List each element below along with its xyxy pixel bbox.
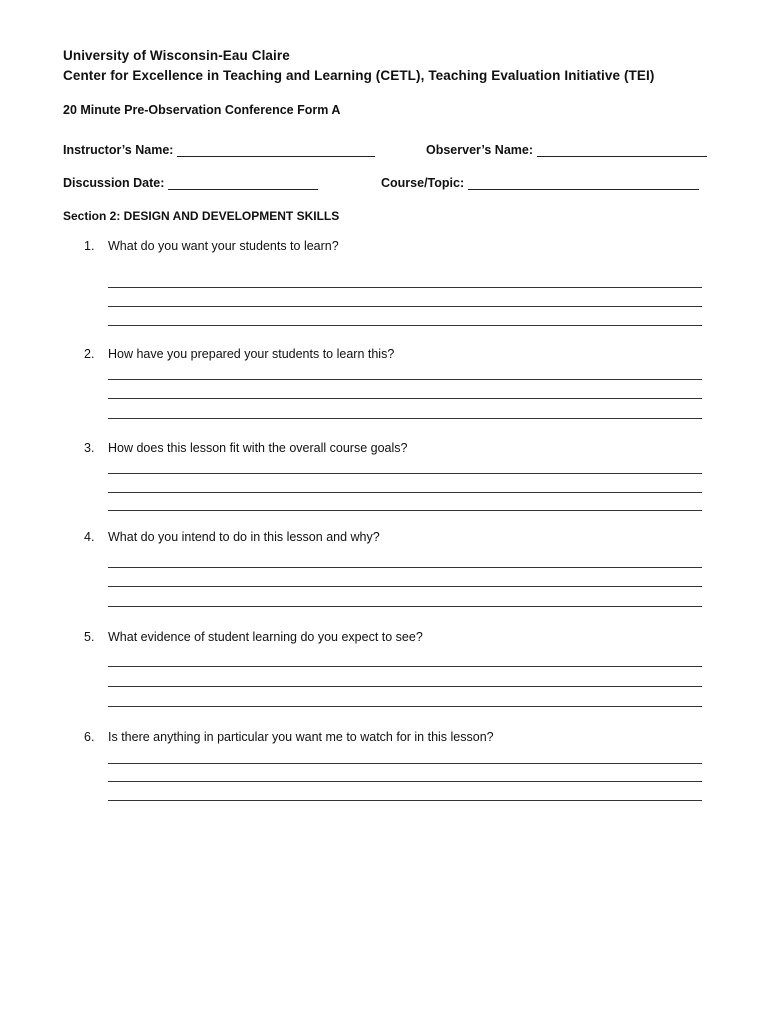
answer-line[interactable] (108, 606, 702, 607)
answer-line[interactable] (108, 586, 702, 587)
question-number: 5. (84, 630, 95, 644)
answer-line[interactable] (108, 398, 702, 399)
question-2 (84, 347, 704, 422)
answer-line[interactable] (108, 473, 702, 474)
discussion-date-label: Discussion Date: (63, 176, 165, 190)
answer-line[interactable] (108, 379, 702, 380)
question-1 (84, 239, 704, 329)
question-number: 1. (84, 239, 95, 253)
center-name: Center for Excellence in Teaching and Learning (CETL), Teaching Evaluation Initiative (TEI) (63, 68, 655, 83)
university-name: University of Wisconsin-Eau Claire (63, 48, 290, 63)
course-topic-field[interactable] (381, 176, 699, 190)
question-number: 6. (84, 730, 95, 744)
instructor-name-field[interactable] (63, 143, 375, 157)
question-text: Is there anything in particular you want me to watch for in this lesson? (108, 730, 494, 744)
observer-name-label: Observer’s Name: (426, 143, 534, 157)
question-text: What evidence of student learning do you expect to see? (108, 630, 423, 644)
answer-line[interactable] (108, 567, 702, 568)
question-text: What do you intend to do in this lesson and why? (108, 530, 380, 544)
question-number: 4. (84, 530, 95, 544)
answer-line[interactable] (108, 492, 702, 493)
section-title: Section 2: DESIGN AND DEVELOPMENT SKILLS (63, 209, 340, 223)
question-5 (84, 630, 704, 710)
question-text: What do you want your students to learn? (108, 239, 339, 253)
course-topic-blank[interactable] (468, 177, 699, 190)
discussion-date-field[interactable] (63, 176, 318, 190)
question-number: 2. (84, 347, 95, 361)
observer-name-blank[interactable] (537, 144, 707, 157)
question-6 (84, 730, 704, 805)
answer-line[interactable] (108, 800, 702, 801)
answer-line[interactable] (108, 306, 702, 307)
course-topic-label: Course/Topic: (381, 176, 465, 190)
discussion-date-blank[interactable] (168, 177, 318, 190)
answer-line[interactable] (108, 686, 702, 687)
answer-line[interactable] (108, 418, 702, 419)
question-4 (84, 530, 704, 610)
answer-line[interactable] (108, 510, 702, 511)
answer-line[interactable] (108, 763, 702, 764)
answer-line[interactable] (108, 325, 702, 326)
answer-line[interactable] (108, 706, 702, 707)
question-3 (84, 441, 704, 516)
instructor-name-label: Instructor’s Name: (63, 143, 174, 157)
form-title: 20 Minute Pre-Observation Conference Form A (63, 103, 341, 117)
question-text: How have you prepared your students to learn this? (108, 347, 395, 361)
answer-line[interactable] (108, 781, 702, 782)
question-text: How does this lesson fit with the overall course goals? (108, 441, 408, 455)
instructor-name-blank[interactable] (177, 144, 375, 157)
observer-name-field[interactable] (426, 143, 707, 157)
answer-line[interactable] (108, 666, 702, 667)
answer-line[interactable] (108, 287, 702, 288)
question-number: 3. (84, 441, 95, 455)
